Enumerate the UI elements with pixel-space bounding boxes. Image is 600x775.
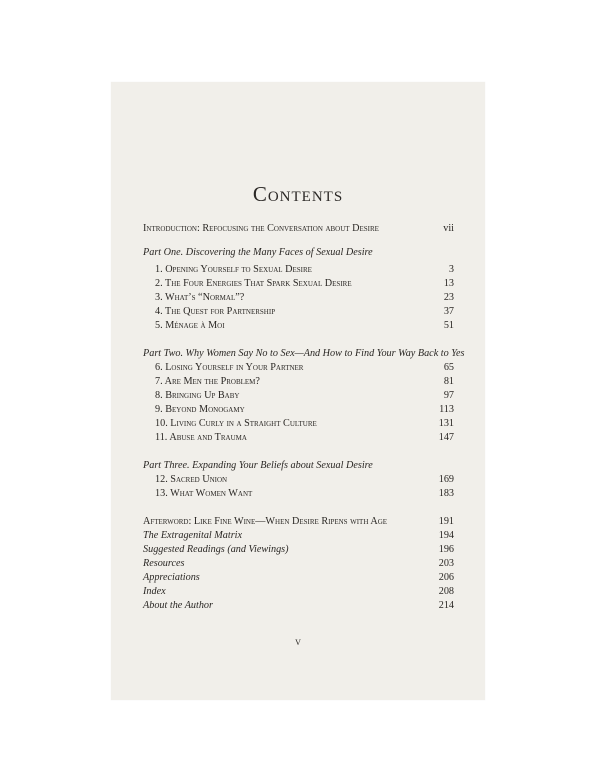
toc-entry-extragenital-matrix (143, 529, 454, 543)
toc-entry-page: 183 (438, 488, 454, 499)
toc-entry-label: About the Author (143, 600, 213, 611)
toc-entry-chapter-3 (143, 291, 454, 305)
toc-entry-page: 147 (438, 432, 454, 443)
toc-entry-page: 208 (438, 586, 454, 597)
toc-entry-label: The Extragenital Matrix (143, 530, 243, 541)
toc-entry-page: 131 (438, 418, 454, 429)
toc-entry-label: 1. Opening Yourself to Sexual Desire (155, 264, 312, 275)
toc-entry-chapter-4 (143, 305, 454, 319)
toc-entry-chapter-7 (143, 375, 454, 389)
book-page (111, 82, 485, 700)
toc-entry-page: 214 (438, 600, 454, 611)
toc-entry-resources (143, 557, 454, 571)
toc-entry-label: Afterword: Like Fine Wine—When Desire Ripens with Age (143, 516, 388, 527)
toc-entry-page: 65 (443, 362, 454, 373)
toc-entry-introduction (143, 222, 454, 236)
toc-entry-label: 7. Are Men the Problem? (155, 376, 260, 387)
toc-entry-page: 81 (443, 376, 454, 387)
toc-entry-page: 37 (443, 306, 454, 317)
toc-entry-appreciations (143, 571, 454, 585)
page-number: v (295, 634, 301, 648)
toc-entry-chapter-9 (143, 403, 454, 417)
toc-entry-page: 97 (443, 390, 454, 401)
toc-entry-label: 5. Ménage à Moi (155, 320, 225, 331)
toc-entry-page: 113 (439, 404, 454, 415)
toc-entry-page: 196 (438, 544, 454, 555)
toc-entry-label: Appreciations (143, 572, 200, 583)
toc-entry-page: 13 (443, 278, 454, 289)
toc-entry-page: 169 (438, 474, 454, 485)
toc-entry-label: 13. What Women Want (155, 488, 253, 499)
toc-entry-label: 11. Abuse and Trauma (155, 432, 247, 443)
toc-entry-chapter-12 (143, 473, 454, 487)
part-heading-three: Part Three. Expanding Your Beliefs about Sexual Desire (143, 460, 373, 471)
toc-entry-label: 4. The Quest for Partnership (155, 306, 276, 317)
toc-entry-label: Introduction: Refocusing the Conversation about Desire (143, 223, 379, 234)
toc-entry-afterword (143, 515, 454, 529)
toc-entry-label: 2. The Four Energies That Spark Sexual Desire (155, 278, 352, 289)
toc-entry-page: 191 (438, 516, 454, 527)
toc-entry-page: 206 (438, 572, 454, 583)
toc-entry-page: 23 (443, 292, 454, 303)
page-title: Contents (252, 182, 344, 206)
toc-entry-label: Index (143, 586, 166, 597)
toc-entry-page: 3 (448, 264, 454, 275)
toc-entry-index (143, 585, 454, 599)
toc-entry-label: 8. Bringing Up Baby (155, 390, 240, 401)
part-heading-two: Part Two. Why Women Say No to Sex—And How to Find Your Way Back to Yes (143, 348, 465, 359)
toc-entry-about-author (143, 599, 454, 613)
toc-entry-label: Resources (143, 558, 185, 569)
toc-entry-chapter-2 (143, 277, 454, 291)
toc-entry-page: 194 (438, 530, 454, 541)
toc-entry-label: 9. Beyond Monogamy (155, 404, 245, 415)
toc-entry-chapter-6 (143, 361, 454, 375)
toc-entry-chapter-8 (143, 389, 454, 403)
toc-entry-page: 203 (438, 558, 454, 569)
toc-entry-page: vii (443, 223, 454, 234)
toc-entry-chapter-1 (143, 263, 454, 277)
toc-entry-label: 3. What’s “Normal”? (155, 292, 245, 303)
toc-entry-chapter-10 (143, 417, 454, 431)
toc-entry-chapter-13 (143, 487, 454, 501)
toc-entry-chapter-5 (143, 319, 454, 333)
toc-entry-label: 6. Losing Yourself in Your Partner (155, 362, 304, 373)
toc-entry-label: Suggested Readings (and Viewings) (143, 544, 289, 555)
toc-entry-label: 10. Living Curly in a Straight Culture (155, 418, 317, 429)
toc-entry-suggested-readings (143, 543, 454, 557)
toc-entry-chapter-11 (143, 431, 454, 445)
toc-entry-label: 12. Sacred Union (155, 474, 228, 485)
part-heading-one: Part One. Discovering the Many Faces of Sexual Desire (143, 247, 373, 258)
toc-entry-page: 51 (443, 320, 454, 331)
